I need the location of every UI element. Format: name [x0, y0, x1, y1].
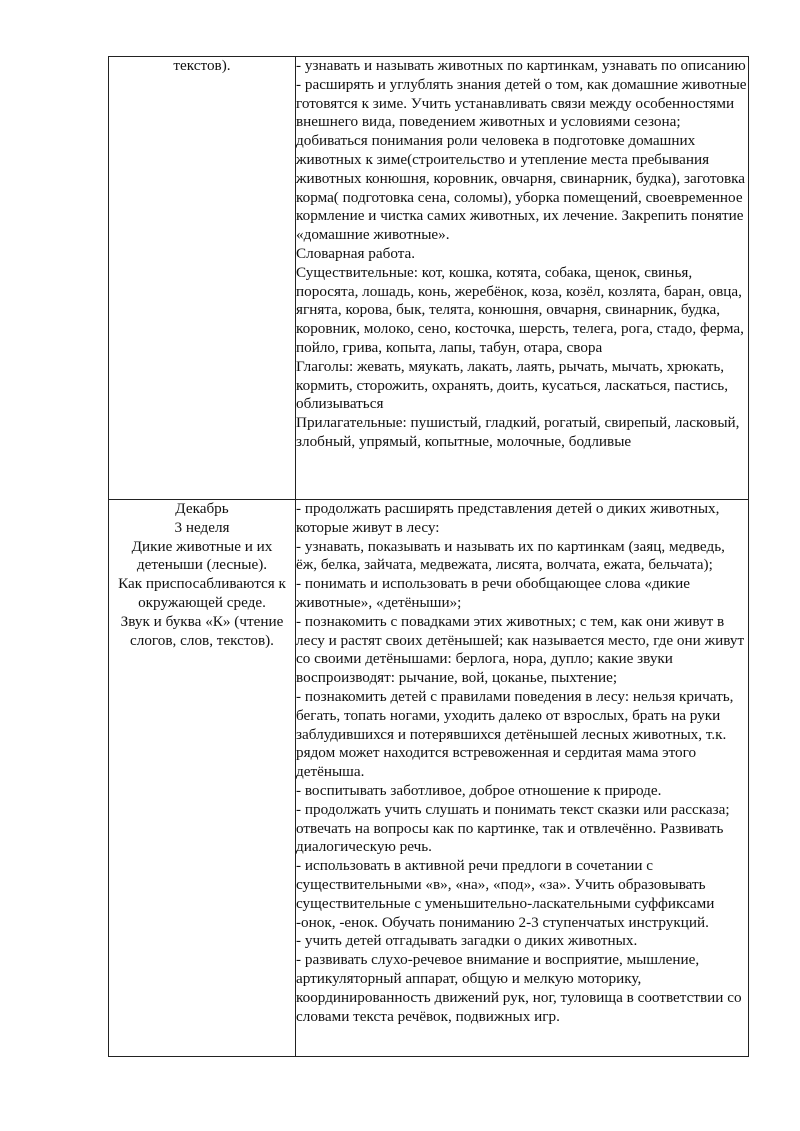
verbs-paragraph: Глаголы: жевать, мяукать, лакать, лаять, рычать, мычать, хрюкать, кормить, сторожить, охранять, доить, кусаться, ласкаться, пастись, облизываться [296, 357, 729, 413]
topic-sound: Звук и буква «К» (чтение слогов, слов, текстов). [120, 612, 284, 649]
week-label: 3 неделя [174, 518, 230, 536]
goal-paragraph: - понимать и использовать в речи обобщающее слова «дикие животные», «детёныши»; [296, 575, 691, 611]
goal-paragraph: - познакомить с повадками этих животных; с тем, как они живут в лесу и растят своих детёнышей; как называется место, где они живут со своими детёнышами: берлога, нора, дупло; какие звуки воспроизводят: рычание, вой, цоканье, пыхтение; [296, 612, 745, 687]
topic-subtitle: Как приспосабливаются к окружающей среде. [118, 575, 286, 611]
lesson-plan-table [108, 56, 749, 1057]
month-label: Декабрь [175, 500, 229, 517]
goal-paragraph: - учить детей отгадывать загадки о диких животных. [296, 932, 638, 950]
table-row [109, 57, 749, 500]
table-row [109, 500, 749, 1057]
vocabulary-heading: Словарная работа. [296, 244, 416, 262]
goals-cell [296, 57, 749, 500]
goals-cell [296, 500, 749, 1057]
adjectives-paragraph: Прилагательные: пушистый, гладкий, рогатый, свирепый, ласковый, злобный, упрямый, копытные, молочные, бодливые [296, 414, 740, 450]
topic-cell [109, 57, 296, 500]
goal-paragraph: - воспитывать заботливое, доброе отношение к природе. [296, 781, 662, 799]
goal-paragraph: - узнавать, показывать и называть их по картинкам (заяц, медведь, ёж, белка, зайчата, медвежата, лисята, волчата, ежата, бельчата); [296, 537, 725, 574]
goal-paragraph: - узнавать и называть животных по картинкам, узнавать по описанию [296, 57, 746, 74]
goal-paragraph: - продолжать расширять представления детей о диких животных, которые живут в лесу: [296, 500, 720, 536]
topic-line: текстов). [173, 57, 231, 74]
nouns-paragraph: Существительные: кот, кошка, котята, собака, щенок, свинья, поросята, лошадь, конь, жеребёнок, коза, козёл, козлята, баран, овца, ягнята, корова, бык, телята, конюшня, овчарня, свинарник, будка, коровник, молоко, сено, косточка, шерсть, телега, рога, стадо, ферма, пойло, грива, копыта, лапы, табун, отара, свора [296, 263, 744, 356]
goal-paragraph: - продолжать учить слушать и понимать текст сказки или рассказа; отвечать на вопросы как по картинке, так и отвлечённо. Развивать диалогическую речь. [296, 800, 730, 856]
goal-paragraph: - расширять и углублять знания детей о том, как домашние животные готовятся к зиме. Учить устанавливать связи между особенностями внешнего вида, поведением животных и условиями сезона; добиваться понимания роли человека в подготовке домашних животных к зиме(строительство и утепление места пребывания животных конюшня, коровник, овчарня, свинарник, будка), заготовка корма( подготовка сена, соломы), уборка помещений, своевременное кормление и чистка самих животных, их лечение. Закрепить понятие «домашние животные». [296, 75, 747, 244]
topic-title: Дикие животные и их детеныши (лесные). [131, 537, 273, 574]
topic-cell [109, 500, 296, 1057]
goal-paragraph: - развивать слухо-речевое внимание и восприятие, мышление, артикуляторный аппарат, общую и мелкую моторику, координированность движений рук, ног, туловища в соответствии со словами текста речёвок, подвижных игр. [296, 951, 742, 1025]
goal-paragraph: - познакомить детей с правилами поведения в лесу: нельзя кричать, бегать, топать ногами, уходить далеко от взрослых, брать на руки заблудившихся и потерявшихся детёнышей лесных животных, т.к. рядом может находится встревоженная и сердитая мама этого детёныша. [296, 687, 734, 781]
goal-paragraph: - использовать в активной речи предлоги в сочетании с существительными «в», «на», «под», «за». Учить образовывать существительные с уменьшительно-ласкательными суффиксами -онок, -енок. Обучать пониманию 2-3 ступенчатых инструкций. [296, 857, 715, 931]
